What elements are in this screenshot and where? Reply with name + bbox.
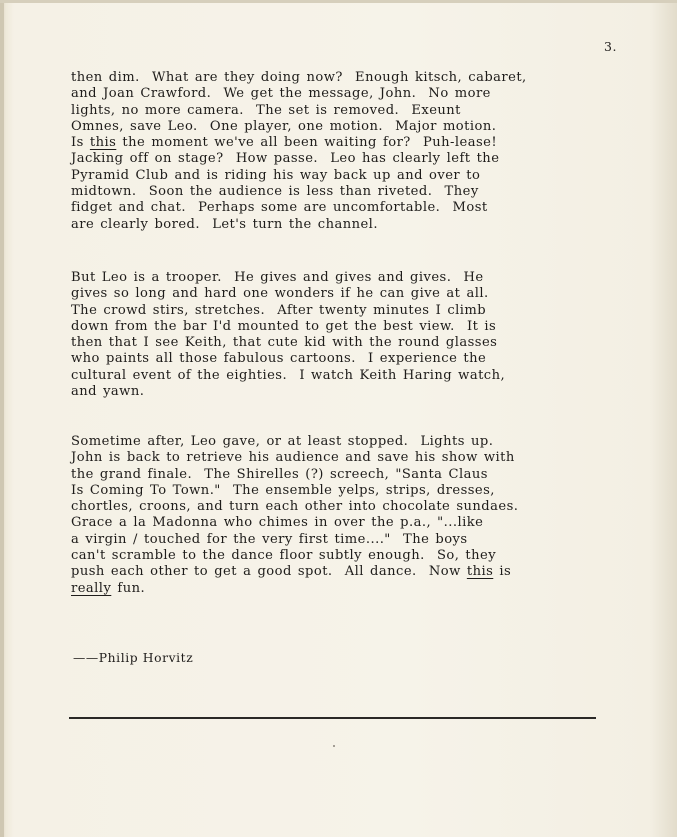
text-line <box>71 151 527 167</box>
text-run: is <box>493 564 512 580</box>
text-run: who paints all those fabulous cartoons. I experience the <box>71 351 487 367</box>
text-line <box>71 286 505 302</box>
text-run: John is back to retrieve his audience and save his show with <box>71 450 515 466</box>
text-run: and Joan Crawford. We get the message, John. No more <box>71 86 491 102</box>
text-line <box>71 564 518 580</box>
text-line <box>71 467 518 483</box>
text-run: push each other to get a good spot. All dance. Now <box>71 564 467 580</box>
paper-speck <box>333 745 335 747</box>
text-run: then dim. What are they doing now? Enough kitsch, cabaret, <box>71 70 527 85</box>
underlined-word: really <box>71 580 112 596</box>
text-run: can't scramble to the dance floor subtly enough. So, they <box>71 548 497 564</box>
text-run: Omnes, save Leo. One player, one motion. Major motion. <box>71 118 497 134</box>
paragraph-3 <box>71 434 518 597</box>
text-run: are clearly bored. Let's turn the channel. <box>71 216 378 232</box>
text-run: a virgin / touched for the very first time...." The boys <box>71 531 468 547</box>
text-line <box>71 303 505 319</box>
text-run: fidget and chat. Perhaps some are uncomfortable. Most <box>71 200 488 216</box>
text-line <box>71 515 518 531</box>
text-run: the moment we've all been waiting for? Puh-lease! <box>116 135 498 151</box>
text-line <box>71 103 527 119</box>
text-line <box>71 86 527 102</box>
paragraph-2 <box>71 270 505 400</box>
text-run: cultural event of the eighties. I watch Keith Haring watch, <box>71 367 506 383</box>
text-run: and yawn. <box>71 384 145 400</box>
text-line <box>71 217 527 233</box>
text-line <box>71 499 518 515</box>
text-line <box>71 70 527 86</box>
text-line <box>71 368 505 384</box>
text-run: gives so long and hard one wonders if he can give at all. <box>71 286 489 302</box>
text-run: Jacking off on stage? How passe. Leo has clearly left the <box>71 151 500 167</box>
text-run: But Leo is a trooper. He gives and gives and gives. He <box>71 270 484 285</box>
text-run: lights, no more camera. The set is removed. Exeunt <box>71 102 461 118</box>
text-run: down from the bar I'd mounted to get the best view. It is <box>71 318 497 334</box>
text-line <box>71 319 505 335</box>
text-line <box>71 119 527 135</box>
text-line <box>71 532 518 548</box>
page-number: 3. <box>604 39 617 54</box>
text-line <box>71 335 505 351</box>
text-line <box>71 581 518 597</box>
text-run: fun. <box>111 580 146 596</box>
horizontal-rule <box>69 717 596 719</box>
underlined-word: this <box>89 135 117 151</box>
text-line <box>71 548 518 564</box>
text-line <box>71 384 505 400</box>
text-run: Is Coming To Town." The ensemble yelps, strips, dresses, <box>71 482 495 498</box>
page-edge-shadow <box>0 0 4 837</box>
text-line <box>71 351 505 367</box>
author-signature: ——Philip Horvitz <box>73 651 194 665</box>
text-line <box>71 135 527 151</box>
text-run: the grand finale. The Shirelles (?) screech, "Santa Claus <box>71 466 488 482</box>
text-run: midtown. Soon the audience is less than riveted. They <box>71 184 479 200</box>
text-run: Pyramid Club and is riding his way back up and over to <box>71 167 481 183</box>
text-line <box>71 168 527 184</box>
text-run: then that I see Keith, that cute kid with the round glasses <box>71 335 498 351</box>
text-run: The crowd stirs, stretches. After twenty minutes I climb <box>71 302 487 318</box>
text-line <box>71 434 518 450</box>
underlined-word: this <box>466 564 494 580</box>
page-top-edge <box>0 0 677 3</box>
text-run: Sometime after, Leo gave, or at least stopped. Lights up. <box>71 434 494 449</box>
text-run: chortles, croons, and turn each other into chocolate sundaes. <box>71 499 519 515</box>
text-line <box>71 184 527 200</box>
text-line <box>71 270 505 286</box>
text-line <box>71 450 518 466</box>
text-line <box>71 483 518 499</box>
text-run: Grace a la Madonna who chimes in over the p.a., "...like <box>71 515 484 531</box>
text-line <box>71 200 527 216</box>
paragraph-1 <box>71 70 527 233</box>
text-run: Is <box>71 135 90 151</box>
